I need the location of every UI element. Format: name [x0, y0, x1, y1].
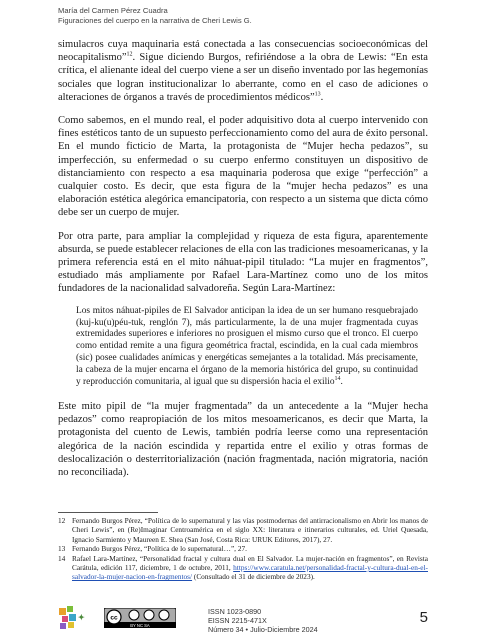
- running-head: [58, 6, 428, 26]
- issn-block: [208, 607, 318, 635]
- footnote-text-wrap: [72, 554, 428, 582]
- footnote-url-link[interactable]: https://www.caratula.net/personalidad-fractal-y-cultura-dual-en-el-salvador-la-mujer-nacion-en-fragmentos/: [72, 563, 428, 582]
- paragraph-3: Por otra parte, para ampliar la complejidad y riqueza de esta figura, aparentemente absurda, se puede establecer relaciones de ella con las tradiciones mesoamericanas, y la primera referencia está en el mito náhuat-pipil titulado: “La mujer en fragmentos”, estudiado más ampliamente por Rafael Lara-Martínez como uno de los mitos fundadores de la nacionalidad salvadoreña. Según Lara-Martínez:: [58, 230, 428, 295]
- svg-text:cc: cc: [110, 614, 118, 622]
- paragraph-4: Este mito pipil de “la mujer fragmentada” da un antecedente a la “Mujer hecha pedazos” como reapropiación de los mitos mesoamericanos, es decir que Marta, la protagonista del cuento de Lewis, también podría leerse como una representación alegórica de la nación escindida y repartida entre el exilio y otras formas de deslocalización o desterritorialización (nación fragmentada, nación migratoria, nación no reconciliada).: [58, 401, 428, 479]
- paragraph-1: [58, 38, 428, 104]
- footnote-ref-12[interactable]: 12: [126, 51, 133, 58]
- footnote-number: 12: [58, 516, 66, 525]
- running-head-author: María del Carmen Pérez Cuadra: [58, 6, 168, 15]
- footnote-ref-14[interactable]: 14: [334, 375, 341, 382]
- svg-text:✦: ✦: [78, 613, 85, 622]
- journal-logo-icon: [58, 605, 98, 631]
- block-quote-text: Los mitos náhuat-pipiles de El Salvador anticipan la idea de un ser humano resquebrajado (kuj-ku(u)péu-tuk, renglón 7), más particularmente, la de una mujer fragmentada cuyas extremidades superiores e inferiores no prosiguen el mismo curso que el tronco. El cuerpo como entidad remite a una figura geométrica fractal, escindida, en la cual cada miembros (sic) posee cualidades anímicas y energéticas semejantes a la totalidad. Más precisamente, la cabeza de la mujer encarna el órgano de la memoria histórica del grupo, su continuidad y reproducción comunitaria, al igual que su dispersión hacia el exilio: [76, 305, 418, 388]
- footnote-13: [58, 544, 428, 553]
- footnote-text: Rafael Lara-Martínez, “Personalidad fractal y cultura dual en El Salvador. La mujer-nación en fragmentos”, en Revista Carátula, edición 117, diciembre, 1 de octubre, 2011,: [72, 553, 428, 573]
- issue-info: Número 34 • Julio-Diciembre 2024: [208, 625, 318, 635]
- body-text: [58, 38, 428, 489]
- page-footer: [58, 605, 428, 637]
- creative-commons-license-icon[interactable]: [104, 608, 176, 628]
- footnote-text: Fernando Burgos Pérez, “Política de lo supernatural y las vías postmodernas del antirracionalismo en Abrir los manos de Cheri Lewis”, en (Re)Imaginar Centroamérica en el siglo XX: literatura e itinerarios culturales, ed. Uriel Quesada, Ignacio Sarmiento y Maureen E. Shea (San José, Costa Rica: URUK Editores, 2017), 27.: [72, 516, 428, 544]
- paragraph-1-part-c: .: [320, 91, 324, 103]
- footnote-divider: [58, 512, 158, 513]
- footnote-text: Fernando Burgos Pérez, “Política de lo supernatural…”, 27.: [72, 544, 247, 554]
- paragraph-1-part-a: simulacros cuya maquinaria está conectada a las consecuencias socioeconómicas del neocapitalismo”: [58, 39, 428, 64]
- footnote-number: 14: [58, 553, 66, 563]
- footnote-12: [58, 516, 428, 544]
- page-number: 5: [419, 609, 428, 626]
- footnote-text-after: (Consultado el 31 de diciembre de 2023).: [192, 572, 315, 582]
- eissn: EISSN 2215-471X: [208, 616, 267, 626]
- block-quote: [76, 306, 418, 389]
- cc-label: BY NC SA: [130, 623, 150, 628]
- footnotes: [58, 516, 428, 582]
- paragraph-2: Como sabemos, en el mundo real, el poder adquisitivo dota al cuerpo intervenido con fines estéticos tanto de un supuesto perfeccionamiento como del aura de éxito personal. En el mundo ficticio de Marta, la protagonista de “Mujer hecha pedazos”, su imperfección, su enfermedad o su cuerpo enfermo constituyen un dispositivo de distanciamiento con respecto a esa maquinaria poderosa que exige “perfección” a cualquier costo. Es decir, que esta figura de la “mujer hecha pedazos” es una elaboración estética alegórica emancipatoria, con respecto a un sistema que dicta cómo debe ser un cuerpo de mujer.: [58, 115, 428, 219]
- running-head-title: Figuraciones del cuerpo en la narrativa de Cheri Lewis G.: [58, 16, 252, 25]
- footnote-14: [58, 554, 428, 582]
- footnote-ref-13[interactable]: 13: [314, 91, 321, 98]
- footnote-number: 13: [58, 544, 66, 554]
- block-quote-end: .: [340, 377, 343, 388]
- issn: ISSN 1023-0890: [208, 607, 262, 616]
- paragraph-1-part-b: . Sigue diciendo Burgos, refiriéndose a la obra de Lewis: “En esta crítica, el alienante ideal del cuerpo viene a ser un diseño inventado por las hegemonías sociales que logran institucionalizar lo aberrante, como en el caso de adiciones o alteraciones de órganos a través de procedimientos médicos”: [58, 52, 428, 103]
